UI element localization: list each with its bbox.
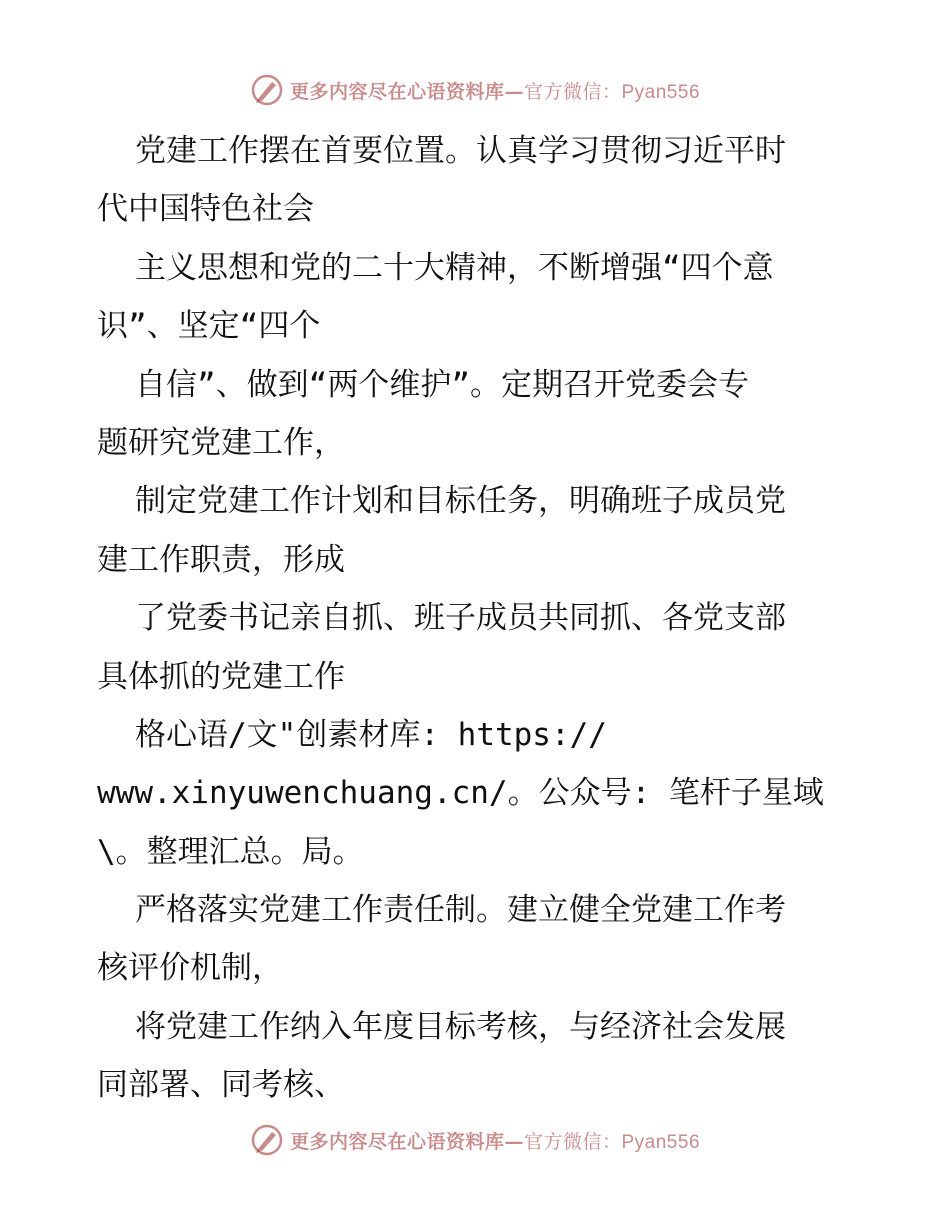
text-line: 代中国特色社会 bbox=[97, 191, 314, 228]
footer-watermark bbox=[0, 1120, 950, 1160]
text-line: 严格落实党建工作责任制。建立健全党建工作考 bbox=[135, 892, 786, 929]
text-line: 题研究党建工作， bbox=[97, 424, 345, 461]
watermark-wechat: 官方微信：Pyan556 bbox=[524, 81, 701, 103]
text-line: 建工作职责，形成 bbox=[97, 541, 345, 578]
text-line: 将党建工作纳入年度目标考核，与经济社会发展 bbox=[135, 1008, 786, 1045]
text-line: 格心语/文"创素材库: https:// bbox=[135, 716, 607, 753]
text-line: 了党委书记亲自抓、班子成员共同抓、各党支部 bbox=[135, 600, 786, 637]
text-line: 核评价机制， bbox=[97, 950, 283, 987]
text-line: 制定党建工作计划和目标任务，明确班子成员党 bbox=[135, 483, 786, 520]
text-line: \。整理汇总。局。 bbox=[97, 833, 364, 870]
watermark-text: 更多内容尽在心语资料库— bbox=[289, 1130, 524, 1153]
watermark-wechat: 官方微信：Pyan556 bbox=[524, 1131, 701, 1153]
watermark-text: 更多内容尽在心语资料库— bbox=[289, 80, 524, 103]
text-line: 党建工作摆在首要位置。认真学习贯彻习近平时 bbox=[135, 133, 786, 169]
text-line: 自信”、做到“两个维护”。定期召开党委会专 bbox=[135, 366, 749, 403]
text-line: 识”、坚定“四个 bbox=[97, 308, 321, 345]
header-watermark bbox=[0, 70, 950, 110]
text-line: 具体抓的党建工作 bbox=[97, 658, 345, 695]
text-line: 同部署、同考核、 bbox=[97, 1067, 345, 1104]
pen-circle-logo-icon bbox=[250, 1123, 284, 1157]
document-body bbox=[97, 122, 867, 1115]
pen-circle-logo-icon bbox=[250, 73, 284, 107]
text-line: 主义思想和党的二十大精神，不断增强“四个意 bbox=[135, 249, 774, 286]
text-line: www.xinyuwenchuang.cn/。公众号: 笔杆子星域 bbox=[97, 775, 824, 812]
